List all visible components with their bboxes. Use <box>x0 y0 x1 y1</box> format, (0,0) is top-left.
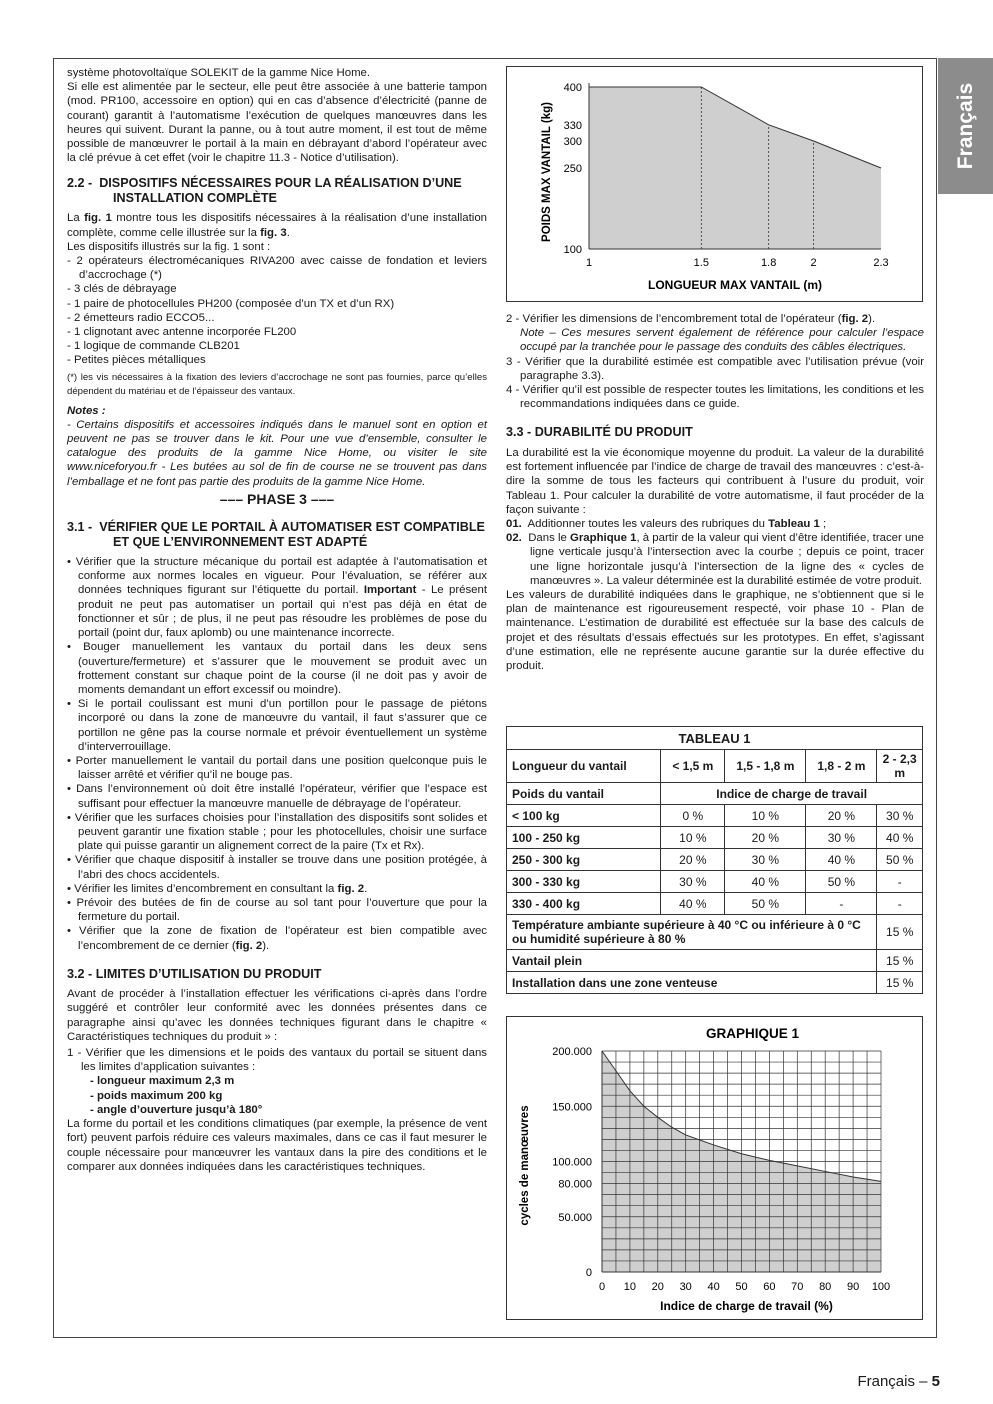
list-item: • Prévoir des butées de fin de course au sol tant pour l’ouverture que pour la fermeture du portail. <box>67 896 487 924</box>
table-cell: 50 % <box>725 893 806 915</box>
table-cell: 30 % <box>877 805 923 827</box>
table-cell: 50 % <box>806 871 877 893</box>
x-tick-label: 10 <box>623 1281 637 1293</box>
table-cell: 10 % <box>725 805 806 827</box>
table-cell: 40 % <box>661 893 725 915</box>
text: ; <box>819 517 827 530</box>
y-axis-label: cycles de manœuvres <box>519 1105 531 1226</box>
table-cell: - <box>877 871 923 893</box>
check-list <box>67 555 487 953</box>
table-cell: 30 % <box>806 827 877 849</box>
s33-paragraph-2: Les valeurs de durabilité indiquées dans le graphique, ne s’obtiennent que si le plan de maintenance est rigoureusement respecté, voir phase 10 - Plan de maintenance. L’estimation de durabilité est effectuée sur la base des calculs de projet et des résultats d’essais effectués sur les prototypes. En effet, s’agissant d’une estimation, elle ne représente aucune garantie sur la durée effective du produit. <box>506 588 924 672</box>
list-item: • Porter manuellement le vantail du portail dans une position quelconque puis le laisser arrêté et vérifier qu’il ne bouge pas. <box>67 754 487 782</box>
table-cell: 40 % <box>725 871 806 893</box>
y-tick-label: 200.000 <box>552 1046 592 1058</box>
section-3-3-heading: 3.3 - DURABILITÉ DU PRODUIT <box>506 425 693 440</box>
table-cell: 20 % <box>661 849 725 871</box>
table-cell: 40 % <box>806 849 877 871</box>
y-tick-label: 100.000 <box>552 1156 592 1169</box>
table-ref: Tableau 1 <box>768 517 820 530</box>
footnote: (*) les vis nécessaires à la fixation des leviers d’accrochage ne sont pas fournies, parce qu’elles dépendent du matériau et de l’épaisseur des vantaux. <box>67 371 487 397</box>
fig-ref: fig. 1 <box>84 212 112 225</box>
section-number: 2.2 - <box>67 176 93 191</box>
text: 2 - Vérifier les dimensions de l’encombrement total de l’opérateur ( <box>506 313 842 325</box>
section-3-1-heading <box>67 520 487 549</box>
s32-paragraph-2: La forme du portail et les conditions climatiques (par exemple, la présence de vent fort) peuvent parfois réduire ces valeurs maximales, dans ce cas il faut mesurer le couple nécessaire pour manœuvrer les vantaux dans la pire des conditions et le comparer aux données indiquées dans les caractéristiques techniques. <box>67 1118 487 1173</box>
table-row-header: Température ambiante supérieure à 40 °C ou inférieure à 0 °C ou humidité supérieure à 80 % <box>507 915 877 950</box>
list-item: - 2 opérateurs électromécaniques RIVA200 avec caisse de fondation et leviers d’accrochage (*) <box>67 255 487 282</box>
table-col-header: Longueur du vantail <box>507 750 661 783</box>
text: • Vérifier que la structure mécanique du portail est adaptée à l’automatisation et conforme aux normes locales en vigueur. Pour l’évaluation, se référer aux données techniques figurant sur l’étiquette du portail. <box>67 556 487 597</box>
y-tick-label: 330 <box>563 119 582 132</box>
footer-language: Français – <box>857 1373 932 1390</box>
area-fill <box>589 87 881 249</box>
x-tick-label: 1 <box>585 257 593 269</box>
table-cell: 30 % <box>661 871 725 893</box>
text: • Vérifier que la zone de fixation de l’opérateur est bien compatible avec l’encombrement de ce dernier ( <box>67 925 487 952</box>
x-tick-label: 90 <box>846 1281 860 1293</box>
table-cell: 20 % <box>725 827 806 849</box>
y-axis-label: POIDS MAX VANTAIL (kg) <box>541 102 553 242</box>
x-tick-label: 2 <box>810 257 817 269</box>
list-item: - 1 logique de commande CLB201 <box>67 340 240 353</box>
y-tick-label: 400 <box>563 82 582 94</box>
x-tick-label: 80 <box>819 1281 832 1293</box>
list-item: - 3 clés de débrayage <box>67 283 177 296</box>
step-item <box>506 531 924 588</box>
list-item <box>67 555 487 640</box>
section-number: 3.1 - <box>67 520 93 535</box>
table-cell: 15 % <box>877 972 923 994</box>
page-number: 5 <box>931 1373 940 1390</box>
section-2-2-heading <box>67 176 487 205</box>
x-tick-label: 2.3 <box>873 257 889 269</box>
table-row <box>507 893 923 915</box>
table-span-header: Indice de charge de travail <box>661 783 923 805</box>
table-row <box>507 827 923 849</box>
table-row <box>507 871 923 893</box>
text: Dans le <box>528 532 570 545</box>
section-title: DISPOSITIFS NÉCESSAIRES POUR LA RÉALISATION D’UNE INSTALLATION COMPLÈTE <box>99 176 462 205</box>
chart-title: GRAPHIQUE 1 <box>705 1026 800 1041</box>
list-item: • Dans l’environnement où doit être installé l’opérateur, vérifier que l’espace est suffisant pour effectuer la manœuvre manuelle de débrayage de l’opérateur. <box>67 783 487 810</box>
page-footer <box>857 1373 940 1390</box>
x-tick-label: 1.8 <box>761 257 777 269</box>
section-title: VÉRIFIER QUE LE PORTAIL À AUTOMATISER EST COMPATIBLE ET QUE L’ENVIRONNEMENT EST ADAPTÉ <box>99 520 485 549</box>
intro-line: système photovoltaïque SOLEKIT de la gamme Nice Home. <box>67 67 371 79</box>
x-tick-label: 40 <box>707 1281 720 1293</box>
left-column <box>67 66 487 1174</box>
table-row-header: Poids du vantail <box>507 783 661 805</box>
list-item: - Petites pièces métalliques <box>67 354 206 367</box>
step-number: 01. <box>506 517 522 530</box>
table-header-cell: 1,5 - 1,8 m <box>725 750 806 783</box>
text: ). <box>262 939 270 952</box>
table-row-header: 300 - 330 kg <box>507 871 661 893</box>
text: - Le présent produit ne peut pas automatiser un portail qui n’est pas déjà en état de fonctionner et sûr ; de plus, il ne peut pas résoudre les problèmes de pose du portail (point dur, faux aplomb) ou une maintenance incorrecte. <box>78 584 488 640</box>
y-tick-label: 80.000 <box>558 1178 592 1191</box>
language-tab-label: Français <box>953 82 977 170</box>
language-tab[interactable] <box>938 58 993 194</box>
table-row <box>507 805 923 827</box>
note-text: Note – Ces mesures servent également de référence pour calculer l’espace occupé par la tranchée pour le passage des conduits des câbles électriques. <box>520 327 924 354</box>
s33-paragraph: La durabilité est la vie économique moyenne du produit. La valeur de la durabilité est fortement influencée par l’indice de charge de travail des manœuvres : c’est-à-dire la somme de tous les facteurs qui contribuent à l’usure du produit, voir Tableau 1. Pour calculer la durabilité de votre automatisme, il faut procéder de la façon suivante : <box>506 446 924 516</box>
table-cell: 15 % <box>877 950 923 972</box>
durability-svg <box>507 1017 922 1319</box>
x-axis-label: Indice de charge de travail (%) <box>660 1299 833 1313</box>
x-tick-label: 30 <box>679 1281 692 1293</box>
limit-weight: - poids maximum 200 kg <box>90 1089 223 1102</box>
limit-angle: - angle d’ouverture jusqu’à 180° <box>90 1103 263 1116</box>
table-title: TABLEAU 1 <box>507 727 923 750</box>
steps-list <box>506 517 924 588</box>
table-cell: 50 % <box>877 849 923 871</box>
weight-length-svg <box>507 67 922 301</box>
text: . <box>286 226 290 239</box>
x-tick-label: 1.5 <box>693 257 709 269</box>
list-item: 3 - Vérifier que la durabilité estimée est compatible avec l’utilisation prévue (voir paragraphe 3.3). <box>506 355 924 382</box>
list-item: • Bouger manuellement les vantaux du portail dans les deux sens (ouverture/fermeture) et s’assurer que le mouvement se produit avec un frottement constant sur chaque point de la course (il ne doit pas y avoir de moments demandant un effort excessif ou moindre). <box>67 641 487 696</box>
table-row <box>507 950 923 972</box>
limits-list <box>67 1046 487 1074</box>
table-row-header: Installation dans une zone venteuse <box>507 972 877 994</box>
table-header-cell: 2 - 2,3 m <box>877 750 923 783</box>
table-row <box>507 849 923 871</box>
list-item: • Vérifier que chaque dispositif à installer se trouve dans une position protégée, à l’abri des chocs accidentels. <box>67 854 487 881</box>
y-tick-label: 250 <box>563 163 582 175</box>
x-tick-label: 100 <box>871 1281 891 1293</box>
table-row <box>507 972 923 994</box>
table-row <box>507 915 923 950</box>
right-column <box>506 312 924 673</box>
x-tick-label: 0 <box>598 1281 606 1293</box>
table-row-header: 100 - 250 kg <box>507 827 661 849</box>
graph-ref: Graphique 1 <box>569 532 637 545</box>
s22-list-intro: Les dispositifs illustrés sur la fig. 1 sont : <box>67 240 271 253</box>
step-item <box>506 517 924 531</box>
list-item <box>67 882 487 896</box>
list-item <box>506 312 924 355</box>
table-cell: 30 % <box>725 849 806 871</box>
text: • Vérifier les limites d’encombrement en consultant la <box>67 882 338 895</box>
x-tick-label: 70 <box>791 1281 804 1293</box>
table-row-header: Vantail plein <box>507 950 877 972</box>
weight-length-chart <box>506 66 923 302</box>
table-row-header: 250 - 300 kg <box>507 849 661 871</box>
fig-ref: fig. 3 <box>260 226 287 239</box>
list-item: - 1 paire de photocellules PH200 (composée d’un TX et d’un RX) <box>67 297 395 310</box>
x-tick-label: 60 <box>763 1281 776 1293</box>
text: La <box>67 212 85 225</box>
section-3-2-heading: 3.2 - LIMITES D’UTILISATION DU PRODUIT <box>67 966 322 981</box>
list-item: - 2 émetteurs radio ECCO5... <box>67 311 215 324</box>
list-item: 1 - Vérifier que les dimensions et le poids des vantaux du portail se situent dans les limites d’application suivantes : <box>67 1047 487 1074</box>
fig-ref: fig. 2 <box>235 939 263 952</box>
limit-length: - longueur maximum 2,3 m <box>90 1075 235 1088</box>
list-item <box>67 924 487 952</box>
y-tick-label: 300 <box>563 136 582 148</box>
y-tick-label: 100 <box>563 244 582 256</box>
list-item: • Vérifier que les surfaces choisies pour l’installation des dispositifs sont solides et peuvent garantir une fixation stable ; pour les photocellules, choisir une surface plate qui puisse garantir un alignement correct de la paire (Tx et Rx). <box>67 811 487 853</box>
intro-paragraph: Si elle est alimentée par le secteur, elle peut être associée à une batterie tampon (mod. PR100, accessoire en option) qui en cas d’absence d’électricité (panne de courant) garantit à l’automatisme l’exécution de quelques manœuvres dans les heures qui suivent. Durant la panne, ou à tout autre moment, il est tout de même possible de manœuvrer le portail à la main en débrayant d’abord l’opérateur avec la clé prévue à cet effet (voir le chapitre 11.3 - Notice d’utilisation). <box>67 81 487 165</box>
text: , à partir de la valeur qui vient d’être identifiée, tracer une ligne verticale jusqu’à l’intersection avec la courbe ; depuis ce point, tracer une ligne horizontale jusqu’à l’intersection de la ligne des « cycles de manœuvres ». La valeur déterminée est la durabilité estimée de votre produit. <box>530 532 924 587</box>
limits-values <box>67 1074 487 1117</box>
s22-paragraph <box>67 211 487 239</box>
check-list-continued <box>506 312 924 411</box>
s32-paragraph: Avant de procéder à l’installation effectuer les vérifications ci-après dans l’ordre suggéré et contrôler leur conformité avec les données présentes dans ce paragraphe ainsi qu’avec les données techniques figurant dans le chapitre « Caractéristiques techniques du produit » : <box>67 988 487 1043</box>
step-number: 02. <box>506 532 522 545</box>
device-list <box>67 254 487 368</box>
list-item: 4 - Vérifier qu’il est possible de respecter toutes les limitations, les conditions et les recommandations indiquées dans ce guide. <box>506 384 924 411</box>
table-cell: - <box>806 893 877 915</box>
table-cell: 20 % <box>806 805 877 827</box>
workload-table <box>506 726 923 994</box>
notes-text: - Certains dispositifs et accessoires indiqués dans le manuel sont en option et peuvent ne pas se trouver dans le kit. Pour une vue d’ensemble, consulter le catalogue des produits de la gamme Nice Home, ou visiter le site www.niceforyou.fr - Les butées au sol de fin de course ne se trouvent pas dans l’emballage et ne font pas partie des produits de la gamme Nice Home. <box>67 418 487 488</box>
text: montre tous les dispositifs nécessaires à la réalisation d’une installation complète, comme celle illustrée sur la <box>67 212 487 239</box>
table-cell: 40 % <box>877 827 923 849</box>
list-item: • Si le portail coulissant est muni d’un portillon pour le passage de piétons incorporé ou dans la zone de manœuvre du vantail, il faut s’assurer que ce portillon ne gêne pas la course normale et prévoir éventuellement un système d’interverrouillage. <box>67 698 487 753</box>
x-tick-label: 20 <box>651 1281 664 1293</box>
table-cell: 10 % <box>661 827 725 849</box>
text: ). <box>868 313 876 325</box>
fig-ref: fig. 2 <box>841 313 869 325</box>
y-tick-label: 0 <box>585 1267 592 1279</box>
table-header-cell: 1,8 - 2 m <box>806 750 877 783</box>
fig-ref: fig. 2 <box>337 882 365 895</box>
table-row-header: 330 - 400 kg <box>507 893 661 915</box>
table-cell: - <box>877 893 923 915</box>
text: Additionner toutes les valeurs des rubriques du <box>527 517 769 530</box>
durability-chart <box>506 1016 923 1320</box>
table-cell: 15 % <box>877 915 923 950</box>
table-cell: 0 % <box>661 805 725 827</box>
notes-title: Notes : <box>67 404 106 417</box>
x-tick-label: 50 <box>735 1281 748 1293</box>
y-tick-label: 50.000 <box>558 1211 592 1224</box>
important-label: Important <box>363 584 417 597</box>
text: . <box>364 882 368 895</box>
y-tick-label: 150.000 <box>552 1101 592 1114</box>
phase-heading: ––– PHASE 3 ––– <box>219 490 335 507</box>
table-row-header: < 100 kg <box>507 805 661 827</box>
x-axis-label: LONGUEUR MAX VANTAIL (m) <box>648 278 822 292</box>
table-header-cell: < 1,5 m <box>661 750 725 783</box>
list-item: - 1 clignotant avec antenne incorporée FL200 <box>67 326 297 339</box>
